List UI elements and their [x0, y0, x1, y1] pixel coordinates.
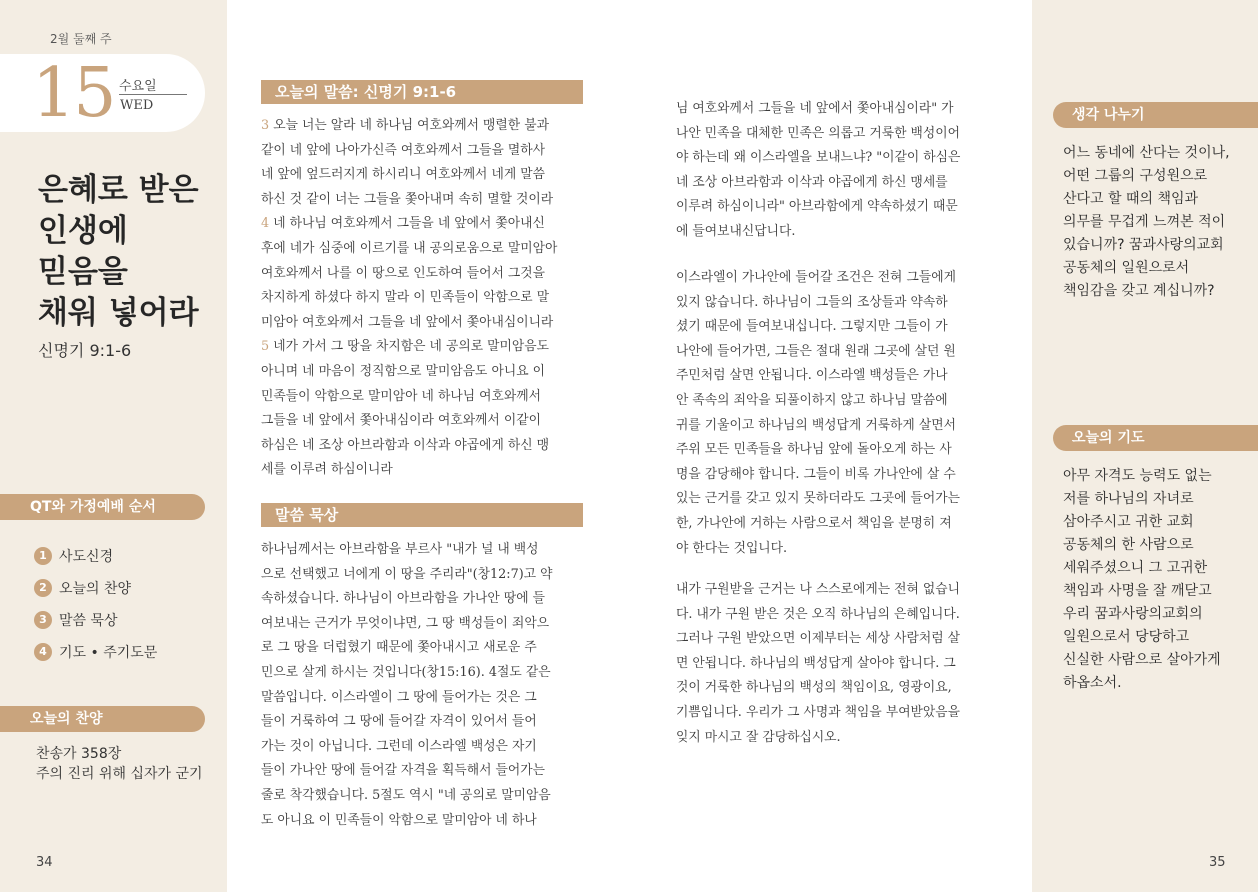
scripture-line — [261, 335, 585, 360]
meditation-line: 명을 감당해야 합니다. 그들이 비록 가나안에 살 수 — [676, 466, 956, 482]
verse-text: 미암아 여호와께서 그들을 네 앞에서 쫓아내심이니라 — [261, 314, 554, 330]
hymn-info: 찬송가 358장 주의 진리 위해 십자가 군기 — [36, 746, 203, 782]
prayer-line: 하옵소서. — [1063, 675, 1122, 691]
list-item: 3 말씀 묵상 — [34, 604, 157, 636]
date-number: 15 — [32, 54, 115, 133]
prayer-line: 삼아주시고 귀한 교회 — [1063, 514, 1194, 530]
meditation-line: 귀를 기울이고 하나님의 백성답게 거룩하게 살면서 — [676, 417, 956, 433]
scripture-reference: 신명기 9:1-6 — [38, 341, 132, 360]
verse-text: 차지하게 하셨다 하지 말라 이 민족들이 악함으로 말 — [261, 290, 550, 306]
scripture-line — [261, 458, 585, 483]
meditation-line: 민으로 살게 하시는 것입니다(창15:16). 4절도 같은 — [261, 664, 551, 680]
verse-number: 3 — [261, 118, 270, 133]
meditation-line: 에 들여보내신답니다. — [676, 223, 796, 239]
scripture-line — [261, 434, 585, 459]
share-line: 의무를 무겁게 느껴본 적이 — [1063, 214, 1226, 230]
verse-text: 하신 것 같이 너는 그들을 쫓아내며 속히 멸할 것이라 — [261, 191, 554, 207]
meditation-line: 네 조상 아브라함과 이삭과 야곱에게 하신 맹세를 — [676, 174, 948, 190]
prayer-line: 신실한 사람으로 살아가게 — [1063, 652, 1221, 668]
scripture-line — [261, 114, 585, 139]
verse-text: 같이 네 앞에 나아가신즉 여호와께서 그들을 멸하사 — [261, 142, 546, 158]
prayer-line: 세워주셨으니 그 고귀한 — [1063, 560, 1208, 576]
prayer-line: 일원으로서 당당하고 — [1063, 629, 1190, 645]
verse-text: 네가 가서 그 땅을 차지함은 네 공의로 말미암음도 — [269, 339, 549, 355]
meditation-line: 있는 근거를 갖고 있지 못하더라도 그곳에 들어가는 — [676, 491, 961, 507]
order-list — [34, 540, 157, 668]
meditation-line: 다. 내가 구원 받은 것은 오직 하나님의 은혜입니다. — [676, 606, 960, 622]
verse-text: 세를 이루려 하심이니라 — [261, 462, 393, 478]
meditation-line: 이루려 하심이니라" 아브라함에게 약속하셨기 때문 — [676, 199, 958, 215]
meditation-line: 야 하는데 왜 이스라엘을 보내느냐? "이같이 하심은 — [676, 150, 961, 166]
scripture-line — [261, 188, 585, 213]
page-number-left: 34 — [36, 855, 53, 870]
meditation-line: 있지 않습니다. 하나님이 그들의 조상들과 약속하 — [676, 294, 948, 310]
prayer-header: 오늘의 기도 — [1053, 425, 1258, 451]
verse-number: 4 — [261, 216, 270, 232]
prayer-line: 공동체의 한 사람으로 — [1063, 537, 1194, 553]
day-korean: 수요일 — [119, 79, 157, 94]
meditation-line: 주위 모든 민족들을 하나님 앞에 돌아오게 하는 사 — [676, 442, 952, 458]
scripture-line — [261, 139, 585, 164]
meditation-line: 잊지 마시고 잘 감당하십시오. — [676, 729, 841, 745]
share-line: 어느 동네에 산다는 것이나, — [1063, 145, 1230, 161]
share-line: 책임감을 갖고 계십니까? — [1063, 283, 1215, 299]
scripture-line — [261, 163, 585, 188]
meditation-col2-para1 — [676, 97, 998, 245]
verse-text: 하심은 네 조상 아브라함과 이삭과 야곱에게 하신 맹 — [261, 437, 550, 453]
meditation-line: 이스라엘이 가나안에 들어갈 조건은 전혀 그들에게 — [676, 270, 956, 285]
title-line: 채워 넣어라 — [38, 295, 199, 331]
meditation-col1 — [261, 538, 585, 833]
title-line: 은혜로 받은 — [38, 172, 199, 208]
meditation-line: 줄로 착각했습니다. 5절도 역시 "네 공의로 말미암음 — [261, 787, 551, 803]
number-badge: 3 — [34, 611, 52, 629]
scripture-line — [261, 311, 585, 336]
meditation-line: 들이 가나안 땅에 들어갈 자격을 획득해서 들어가는 — [261, 763, 546, 779]
meditation-line: 속하셨습니다. 하나님이 아브라함을 가나안 땅에 들 — [261, 591, 546, 607]
verse-text: 민족들이 악함으로 말미암아 네 하나님 여호와께서 — [261, 388, 541, 404]
verse-text: 아니며 네 마음이 정직함으로 말미암음도 아니요 이 — [261, 363, 546, 379]
verse-text: 그들을 네 앞에서 쫓아내심이라 여호와께서 이같이 — [261, 413, 541, 429]
meditation-line: 내가 구원받을 근거는 나 스스로에게는 전혀 없습니 — [676, 582, 961, 597]
scripture-line — [261, 262, 585, 287]
meditation-line: 들이 거룩하여 그 땅에 들어갈 자격이 있어서 들어 — [261, 714, 537, 730]
list-item: 4 기도 • 주기도문 — [34, 636, 157, 668]
day-english: WED — [120, 98, 154, 113]
share-line: 어떤 그룹의 구성원으로 — [1063, 168, 1208, 184]
meditation-line: 가는 것이 아닙니다. 그런데 이스라엘 백성은 자기 — [261, 738, 537, 754]
meditation-line: 여보내는 근거가 무엇이냐면, 그 땅 백성들이 죄악으 — [261, 615, 550, 631]
verse-text: 네 하나님 여호와께서 그들을 네 앞에서 쫓아내신 — [269, 216, 545, 232]
meditation-line: 로 그 땅을 더럽혔기 때문에 쫓아내시고 새로운 주 — [261, 640, 537, 656]
meditation-line: 기쁨입니다. 우리가 그 사명과 책임을 부여받았음을 — [676, 704, 961, 720]
prayer-text — [1063, 465, 1243, 695]
verse-text: 후에 네가 심중에 이르기를 내 공의로움으로 말미암아 — [261, 240, 558, 256]
prayer-line: 우리 꿈과사랑의교회의 — [1063, 606, 1203, 622]
scripture-text — [261, 114, 585, 483]
meditation-line: 나안 민족을 대체한 민족은 의롭고 거룩한 백성이어 — [676, 125, 961, 141]
share-header: 생각 나누기 — [1053, 102, 1258, 128]
scripture-line — [261, 237, 585, 262]
meditation-line: 님 여호와께서 그들을 네 앞에서 쫓아내심이라" 가 — [676, 101, 954, 116]
number-badge: 1 — [34, 547, 52, 565]
verse-text: 오늘 너는 알라 네 하나님 여호와께서 맹렬한 불과 — [269, 118, 549, 133]
list-item: 2 오늘의 찬양 — [34, 572, 157, 604]
meditation-line: 주민처럼 살면 안됩니다. 이스라엘 백성들은 가나 — [676, 368, 948, 384]
number-badge: 4 — [34, 643, 52, 661]
list-item: 1 사도신경 — [34, 540, 157, 572]
title-line: 믿음을 — [38, 254, 128, 290]
verse-number: 5 — [261, 339, 270, 355]
meditation-line: 셨기 때문에 들여보내십니다. 그렇지만 그들이 가 — [676, 319, 948, 335]
scripture-line — [261, 360, 585, 385]
meditation-col2-para2 — [676, 266, 998, 561]
share-line: 산다고 할 때의 책임과 — [1063, 191, 1199, 207]
verse-text: 네 앞에 엎드러지게 하시리니 여호와께서 네게 말씀 — [261, 167, 546, 183]
meditation-line: 하나님께서는 아브라함을 부르사 "내가 널 내 백성 — [261, 542, 539, 557]
meditation-line: 것이 거룩한 하나님의 백성의 책임이요, 영광이요, — [676, 680, 952, 696]
scripture-line — [261, 409, 585, 434]
meditation-line: 안 족속의 죄악을 되풀이하지 않고 하나님 말씀에 — [676, 392, 948, 408]
meditation-line: 야 한다는 것입니다. — [676, 540, 788, 556]
meditation-line: 나안에 들어가면, 그들은 절대 원래 그곳에 살던 원 — [676, 343, 956, 359]
prayer-line: 저를 하나님의 자녀로 — [1063, 491, 1194, 507]
number-badge: 2 — [34, 579, 52, 597]
title-line: 인생에 — [38, 213, 128, 249]
scripture-header: 오늘의 말씀: 신명기 9:1-6 — [261, 80, 583, 104]
order-header: QT와 가정예배 순서 — [0, 494, 205, 520]
scripture-line — [261, 385, 585, 410]
scripture-line — [261, 212, 585, 237]
share-line: 공동체의 일원으로서 — [1063, 260, 1190, 276]
meditation-line: 으로 선택했고 너에게 이 땅을 주리라"(창12:7)고 약 — [261, 566, 553, 582]
meditation-line: 한, 가나안에 거하는 사람으로서 책임을 분명히 져 — [676, 515, 952, 531]
scripture-line — [261, 286, 585, 311]
prayer-line: 책임과 사명을 잘 깨닫고 — [1063, 583, 1212, 599]
meditation-line: 그러나 구원 받았으면 이제부터는 세상 사람처럼 살 — [676, 631, 961, 647]
meditation-header: 말씀 묵상 — [261, 503, 583, 527]
share-line: 있습니까? 꿈과사랑의교회 — [1063, 237, 1224, 253]
page-number-right: 35 — [1209, 855, 1226, 870]
prayer-line: 아무 자격도 능력도 없는 — [1063, 468, 1212, 484]
meditation-line: 면 안됩니다. 하나님의 백성답게 살아야 합니다. 그 — [676, 655, 956, 671]
verse-text: 여호와께서 나를 이 땅으로 인도하여 들어서 그것을 — [261, 265, 546, 281]
hymn-header: 오늘의 찬양 — [0, 706, 205, 732]
day-divider — [119, 94, 187, 95]
meditation-line: 말씀입니다. 이스라엘이 그 땅에 들어가는 것은 그 — [261, 689, 537, 705]
share-question — [1063, 142, 1243, 303]
meditation-line: 도 아니요 이 민족들이 악함으로 말미암아 네 하나 — [261, 812, 537, 828]
week-label: 2월 둘째 주 — [50, 32, 112, 46]
devotion-title — [38, 170, 223, 334]
meditation-col2-para3 — [676, 578, 998, 750]
